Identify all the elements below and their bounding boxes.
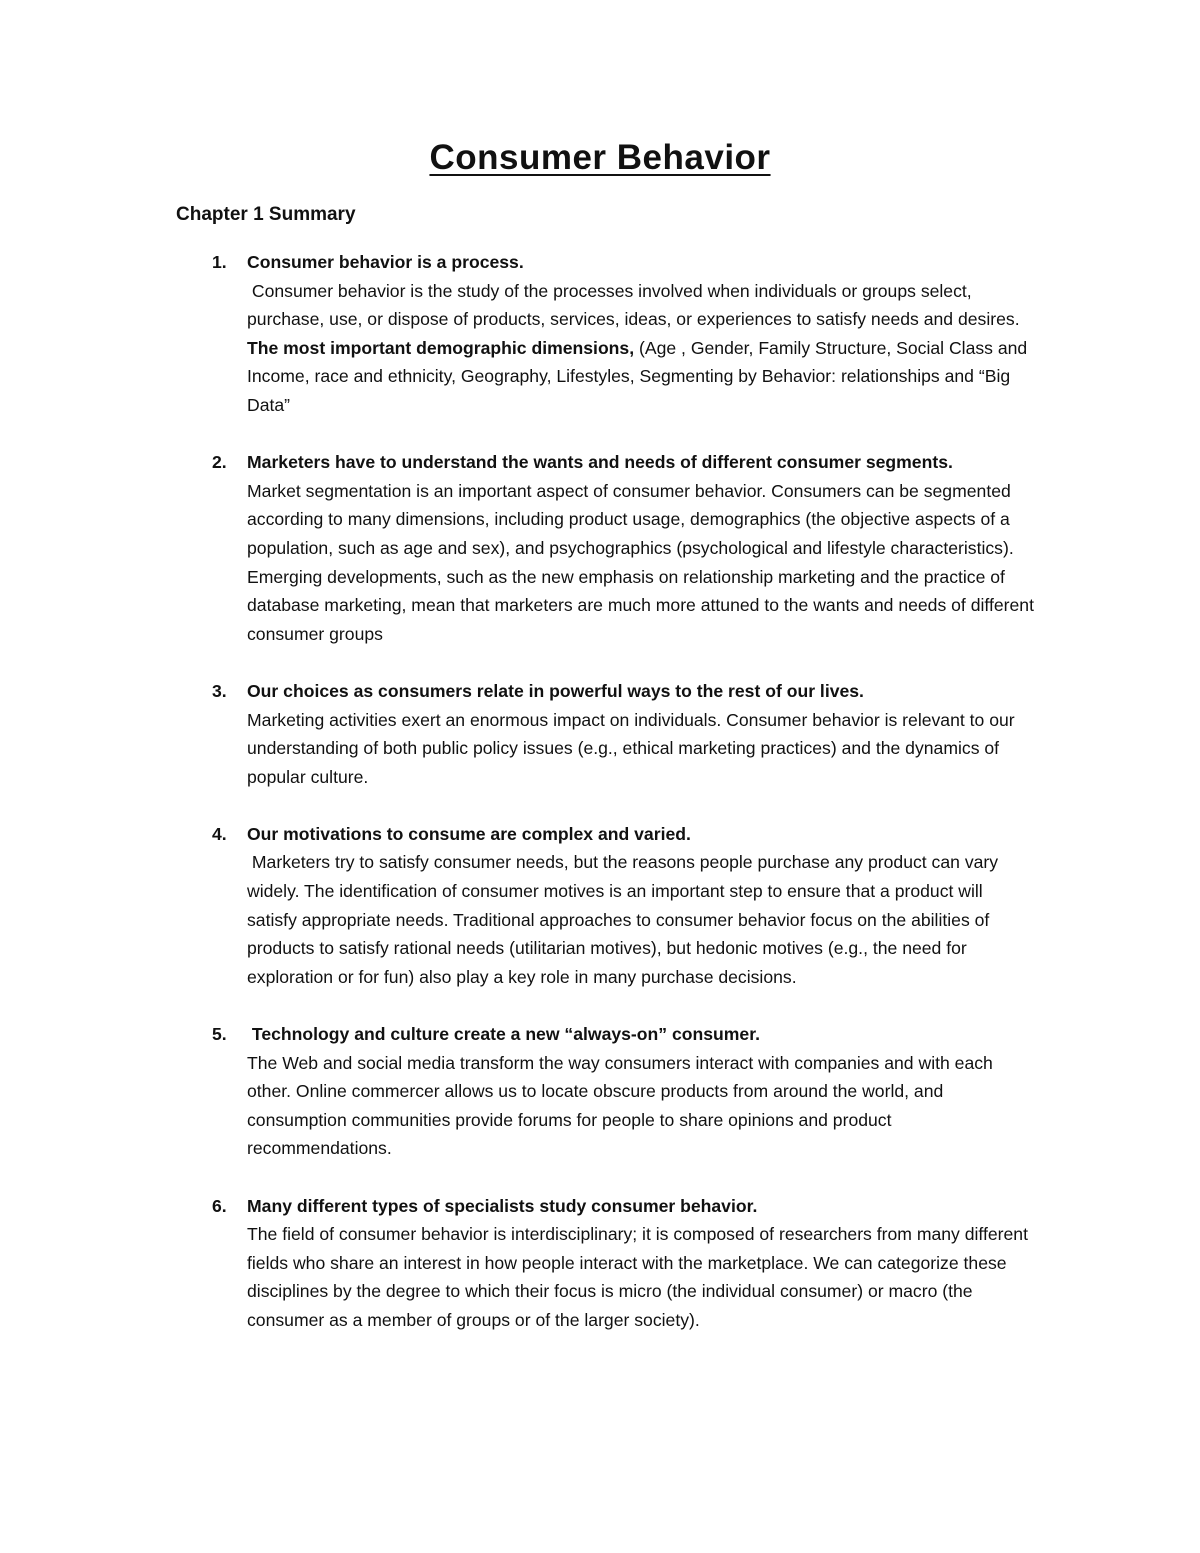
list-item: [176, 248, 1036, 420]
item-extra: [247, 334, 1036, 420]
item-number: 4.: [212, 823, 227, 844]
item-heading: Our choices as consumers relate in powerful ways to the rest of our lives.: [247, 680, 864, 701]
item-heading: Our motivations to consume are complex and varied.: [247, 823, 691, 844]
summary-list: [176, 248, 1036, 1363]
list-item: [176, 448, 1036, 648]
item-body: Marketing activities exert an enormous impact on individuals. Consumer behavior is relevant to our understanding of both public policy issues (e.g., ethical marketing practices) and the dynamics of popular culture.: [247, 709, 1015, 787]
item-body: The field of consumer behavior is interdisciplinary; it is composed of researchers from many different fields who share an interest in how people interact with the marketplace. We can categorize these disciplines by the degree to which their focus is micro (the individual consumer) or macro (the consumer as a member of groups or of the larger society).: [247, 1224, 1028, 1330]
list-item: [176, 1020, 1036, 1163]
item-heading: Many different types of specialists study consumer behavior.: [247, 1195, 758, 1216]
item-heading: Consumer behavior is a process.: [247, 252, 524, 272]
list-item: [176, 1192, 1036, 1335]
item-heading: Marketers have to understand the wants and needs of different consumer segments.: [247, 452, 953, 473]
item-extra-bold: The most important demographic dimensions,: [247, 337, 635, 358]
item-number: 1.: [212, 252, 227, 272]
item-body: Market segmentation is an important aspect of consumer behavior. Consumers can be segmented according to many dimensions, including product usage, demographics (the objective aspects of a population, such as age and sex), and psychographics (psychological and lifestyle characteristics). Emerging developments, such as the new emphasis on relationship marketing and the practice of database marketing, mean that marketers are much more attuned to the wants and needs of different consumer groups: [247, 480, 1034, 644]
chapter-heading: Chapter 1 Summary: [176, 204, 356, 225]
document-title: Consumer Behavior: [429, 138, 771, 177]
item-body: Consumer behavior is the study of the processes involved when individuals or groups select, purchase, use, or dispose of products, services, ideas, or experiences to satisfy needs and desires.: [247, 280, 1020, 330]
list-item: [176, 677, 1036, 791]
item-body: Marketers try to satisfy consumer needs, but the reasons people purchase any product can vary widely. The identification of consumer motives is an important step to ensure that a product will satisfy appropriate needs. Traditional approaches to consumer behavior focus on the abilities of products to satisfy rational needs (utilitarian motives), but hedonic motives (e.g., the need for exploration or for fun) also play a key role in many purchase decisions.: [247, 852, 1003, 987]
item-number: 6.: [212, 1195, 227, 1216]
item-number: 2.: [212, 452, 227, 473]
item-body: The Web and social media transform the way consumers interact with companies and with each other. Online commercer allows us to locate obscure products from around the world, and consumption communities provide forums for people to share opinions and product recommendations.: [247, 1052, 993, 1159]
item-number: 3.: [212, 680, 227, 701]
list-item: [176, 820, 1036, 992]
item-heading: Technology and culture create a new “always-on” consumer.: [247, 1024, 760, 1045]
item-number: 5.: [212, 1024, 227, 1045]
item-extra-text: (Age , Gender, Family Structure, Social Class and Income, race and ethnicity, Geography, Lifestyles, Segmenting by Behavior: relationships and “Big Data”: [247, 337, 1028, 415]
